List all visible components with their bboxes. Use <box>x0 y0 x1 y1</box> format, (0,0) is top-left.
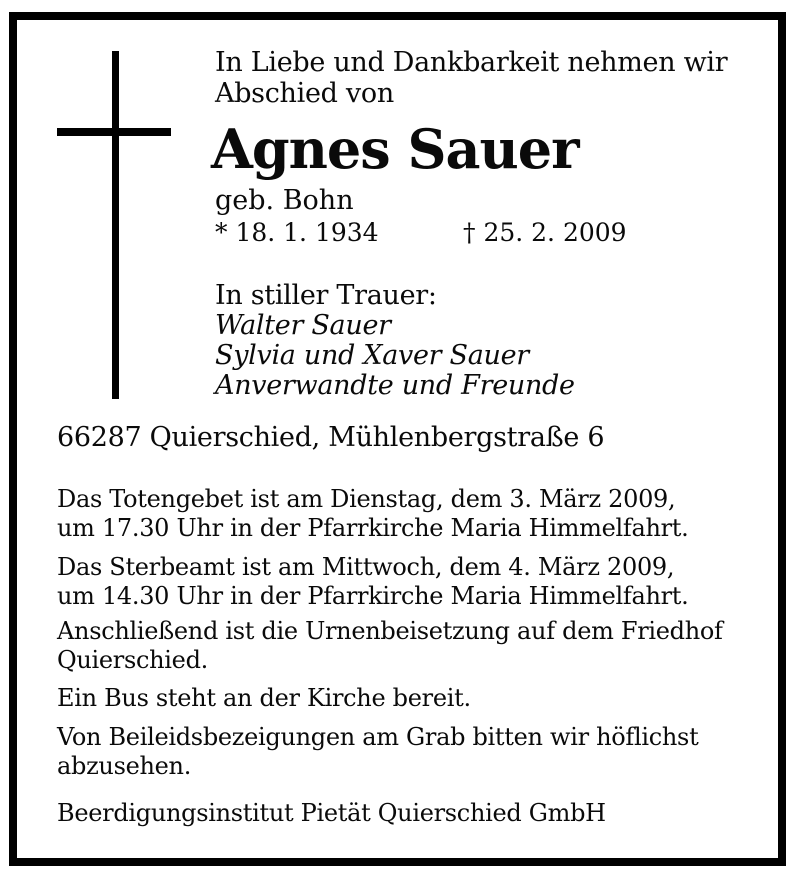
mourner-name: Anverwandte und Freunde <box>215 370 575 401</box>
life-dates <box>215 218 735 247</box>
paragraph-bus <box>57 684 471 713</box>
funeral-home-signature: Beerdigungsinstitut Pietät Quierschied GmbH <box>57 799 606 827</box>
paragraph-sterbeamt <box>57 553 688 611</box>
intro-line-2: Abschied von <box>215 78 394 109</box>
mourner-name: Walter Sauer <box>215 310 391 341</box>
deceased-name: Agnes Sauer <box>211 117 579 181</box>
paragraph-line: Von Beileidsbezeigungen am Grab bitten wir höflichst <box>57 723 699 751</box>
maiden-name: geb. Bohn <box>215 185 354 216</box>
paragraph-line: um 14.30 Uhr in der Pfarrkirche Maria Himmelfahrt. <box>57 582 689 610</box>
address-line: 66287 Quierschied, Mühlenbergstraße 6 <box>57 422 605 453</box>
intro-text <box>215 47 727 109</box>
paragraph-line: Quierschied. <box>57 646 208 674</box>
paragraph-line: abzusehen. <box>57 752 192 780</box>
paragraph-urnenbeisetzung <box>57 617 723 675</box>
paragraph-line: Das Sterbeamt ist am Mittwoch, dem 4. März 2009, <box>57 553 675 581</box>
cross-vertical-bar <box>112 51 119 399</box>
paragraph-totengebet <box>57 485 688 543</box>
cross-horizontal-bar <box>57 128 171 136</box>
paragraph-line: Ein Bus steht an der Kirche bereit. <box>57 684 471 712</box>
death-date: † 25. 2. 2009 <box>463 218 627 247</box>
mourning-header: In stiller Trauer: <box>215 280 437 311</box>
mourner-name: Sylvia und Xaver Sauer <box>215 340 529 371</box>
paragraph-line: um 17.30 Uhr in der Pfarrkirche Maria Himmelfahrt. <box>57 514 689 542</box>
paragraph-line: Anschließend ist die Urnenbeisetzung auf dem Friedhof <box>57 617 723 645</box>
birth-date: * 18. 1. 1934 <box>215 218 379 247</box>
paragraph-line: Das Totengebet ist am Dienstag, dem 3. März 2009, <box>57 485 676 513</box>
mourners-list <box>215 311 575 401</box>
intro-line-1: In Liebe und Dankbarkeit nehmen wir <box>215 47 728 78</box>
paragraph-beileid <box>57 723 698 781</box>
